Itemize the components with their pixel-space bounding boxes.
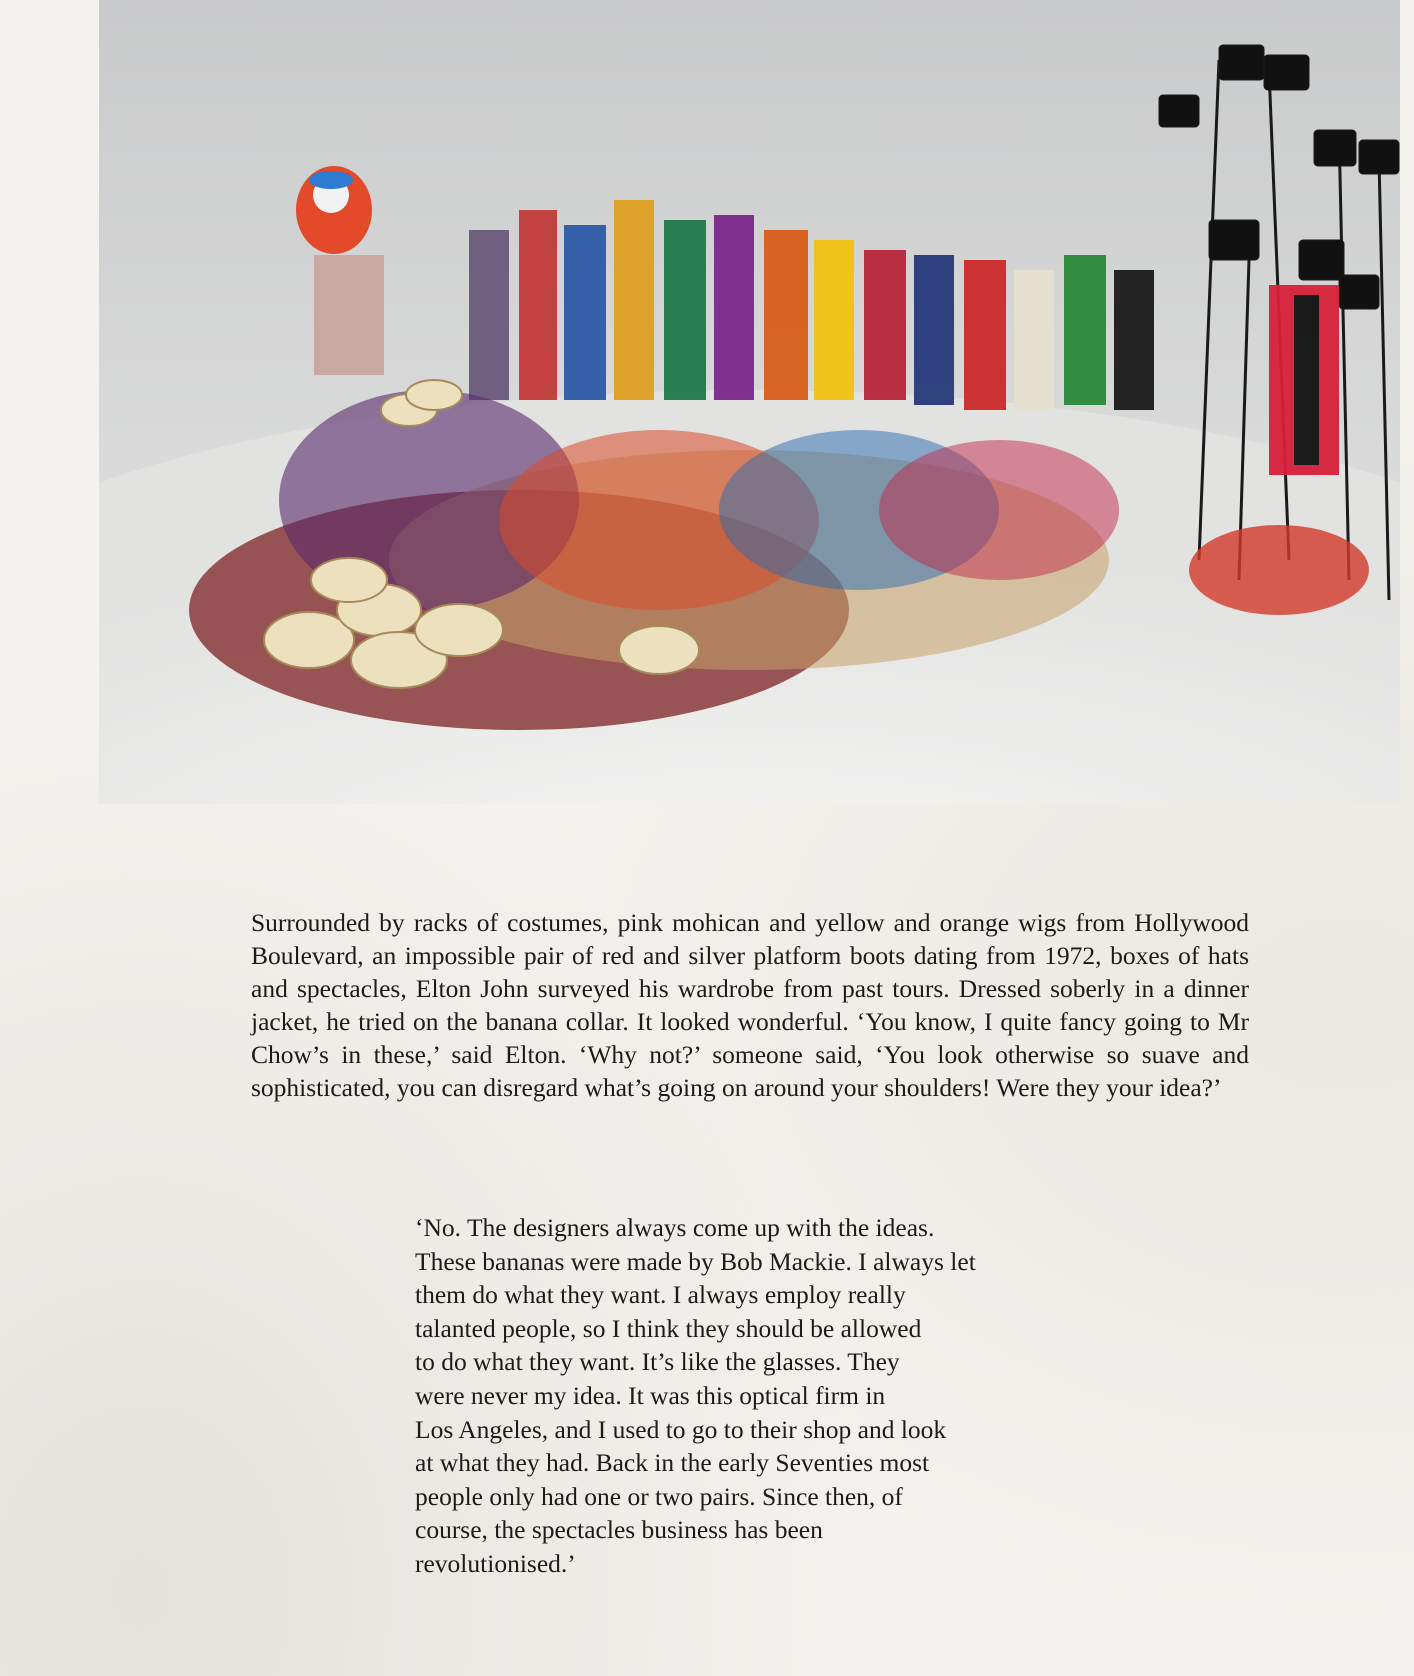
photo-illustration [99,0,1400,804]
body-paragraph: Surrounded by racks of costumes, pink mohican and yellow and orange wigs from Hollywood Boulevard, an impossible pair of red and silver platform boots dating from 1972, boxes of hats and spectacles, Elton John surveyed his wardrobe from past tours. Dressed soberly in a dinner jacket, he tried on the banana collar. It looked wonderful. ‘You know, I quite fancy going to Mr Chow’s in these,’ said Elton. ‘Why not?’ someone said, ‘You look otherwise so suave and sophisticated, you can disregard what’s going on around your shoulders! Were they your idea?’ [251,908,1249,1102]
quote-block: ‘No. The designers always come up with the ideas. These bananas were made by Bob Mackie. I always let them do what they want. I always employ really talanted people, so I think they should be allowed to do what they want. It’s like the glasses. They were never my idea. It was this optical firm in Los Angeles, and I used to go to their shop and look at what they had. Back in the early Seventies most people only had one or two pairs. Since then, of course, the spectacles business has been revolutionised.’ [415,1213,976,1578]
costume-collection-photo [99,0,1400,804]
bleed-through-text [260,852,266,879]
